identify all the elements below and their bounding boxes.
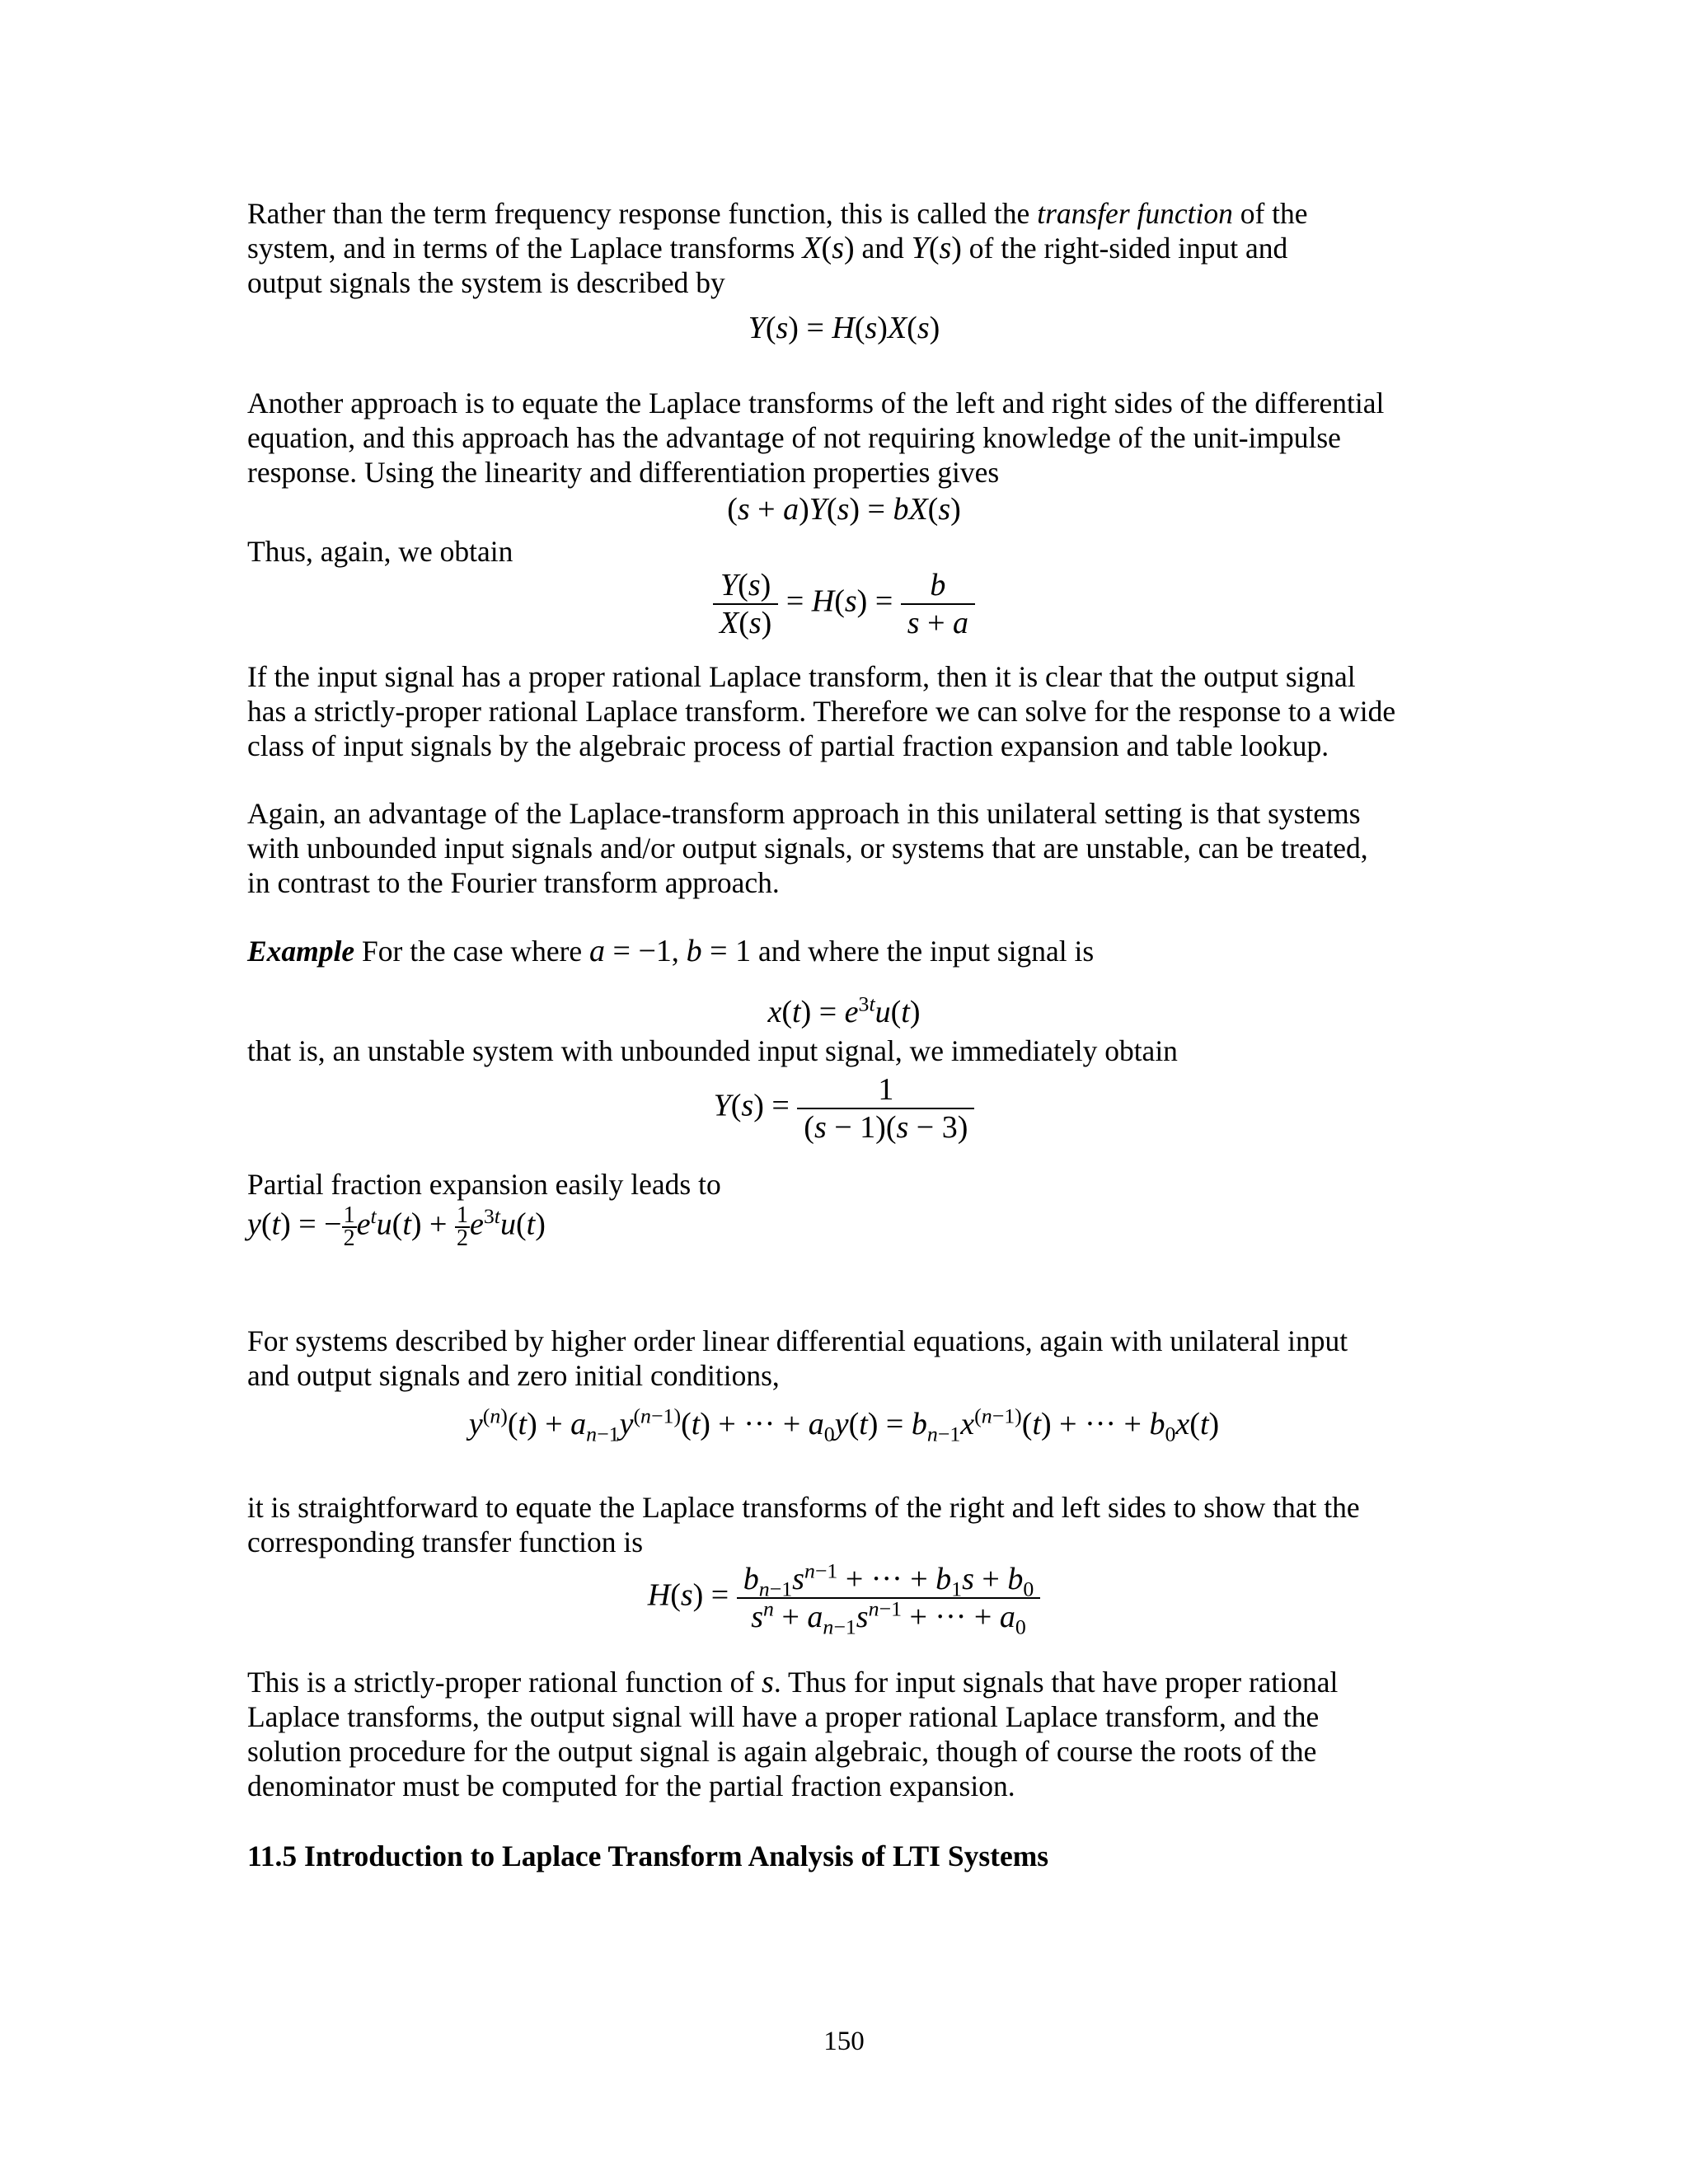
text-line: has a strictly-proper rational Laplace transform. Therefore we can solve for the response to a wide <box>247 695 1396 728</box>
text-line: Again, an advantage of the Laplace-transform approach in this unilateral setting is that systems <box>247 797 1361 830</box>
text-line: Thus, again, we obtain <box>247 535 513 568</box>
text-line: Rather than the term frequency response function, this is called the transfer function of the <box>247 197 1308 230</box>
text-line: This is a strictly-proper rational function of s. Thus for input signals that have proper rational <box>247 1665 1339 1699</box>
text-line: For systems described by higher order linear differential equations, again with unilateral input <box>247 1324 1348 1357</box>
text-line: output signals the system is described by <box>247 266 725 299</box>
equation-input-signal: $x(t) = e^{3t}u(t)$ <box>767 991 921 1029</box>
equation-Ys-output: Y(s) = $\frac{1}{(s - 1)(s - 3)}$ <box>0 1071 1688 1146</box>
paragraph-higher-order <box>247 1324 1451 1393</box>
section-heading: 11.5 Introduction to Laplace Transform Analysis of LTI Systems <box>247 1840 1049 1872</box>
inline-math-a: a = −1 <box>589 934 672 968</box>
text-line: in contrast to the Fourier transform approach. <box>247 866 780 899</box>
text-line: denominator must be computed for the partial fraction expansion. <box>247 1769 1015 1802</box>
text-line: corresponding transfer function is <box>247 1526 644 1558</box>
page-number: 150 <box>823 2027 865 2056</box>
inline-math-b: b = 1 <box>686 934 752 968</box>
paragraph-proper-rational <box>247 659 1451 763</box>
example-line-2 <box>247 1033 1451 1068</box>
text-line: If the input signal has a proper rational Laplace transform, then it is clear that the output signal <box>247 660 1356 693</box>
text-line: it is straightforward to equate the Laplace transforms of the right and left sides to show that the <box>247 1491 1360 1524</box>
text-line: Laplace transforms, the output signal will have a proper rational Laplace transform, and the <box>247 1700 1320 1733</box>
inline-math-s: s <box>762 1665 774 1699</box>
equation-higher-order-ode: $y^{(n)}(t) + a_{n-1}y^{(n-1)}(t)$ + ··· + $a_0y(t) = b_{n-1}x^{(n-1)}(t)$ + ··· + $b_0x(t)$ <box>468 1404 1220 1446</box>
example-intro <box>247 934 1451 968</box>
example-label: Example <box>247 935 355 968</box>
text-line: and output signals and zero initial conditions, <box>247 1359 780 1392</box>
equation-Y-equals-HX: Y(s) = H(s)X(s) <box>748 311 940 345</box>
inline-math-Xs: X(s) <box>802 231 855 265</box>
example-line-3 <box>247 1167 1451 1202</box>
paragraph-transfer-function <box>247 196 1451 300</box>
text-line: Example For the case where a = −1, b = 1 and where the input signal is <box>247 934 1095 968</box>
emphasized-term: transfer function <box>1037 197 1233 230</box>
text-line: with unbounded input signals and/or output signals, or systems that are unstable, can be treated, <box>247 832 1368 865</box>
equation-general-transfer: H(s) = $\frac{b_{n-1}s^{n-1} + \cdot\cdot\cdot + b_1s + b_0}{s^n + a_{n-1}s^{n-1} + \cdot\cdot\cdot + a_0}$ <box>0 1561 1688 1635</box>
equation-transfer-ratio: $\frac{Y(s)}{X(s)}$ = H(s) = $\frac{b}{s + a}$ <box>0 567 1688 641</box>
text-line: Partial fraction expansion easily leads to <box>247 1168 721 1201</box>
paragraph-thus-again <box>247 534 1451 569</box>
paragraph-strictly-proper <box>247 1665 1451 1803</box>
paragraph-advantage <box>247 796 1451 900</box>
text-line: Another approach is to equate the Laplace transforms of the left and right sides of the differential <box>247 387 1385 419</box>
text-line: equation, and this approach has the advantage of not requiring knowledge of the unit-impulse <box>247 421 1341 454</box>
paragraph-another-approach <box>247 386 1451 490</box>
text-line: system, and in terms of the Laplace transforms X(s) and Y(s) of the right-sided input and <box>247 231 1288 265</box>
text-line: class of input signals by the algebraic process of partial fraction expansion and table lookup. <box>247 729 1329 762</box>
equation-output-time: y(t) = − $\frac{1}{2}$ $e^tu(t)$ + $\frac{1}{2}$ $e^{3t}u(t)$ <box>247 1202 546 1251</box>
text-line: response. Using the linearity and differentiation properties gives <box>247 456 1000 489</box>
text-line: solution procedure for the output signal is again algebraic, though of course the roots of the <box>247 1735 1317 1768</box>
text-line: that is, an unstable system with unbounded input signal, we immediately obtain <box>247 1034 1178 1067</box>
paragraph-straightforward <box>247 1490 1451 1559</box>
inline-math-Ys: Y(s) <box>911 231 962 265</box>
equation-laplace-ode: (s + a)Y(s) = bX(s) <box>727 492 961 527</box>
